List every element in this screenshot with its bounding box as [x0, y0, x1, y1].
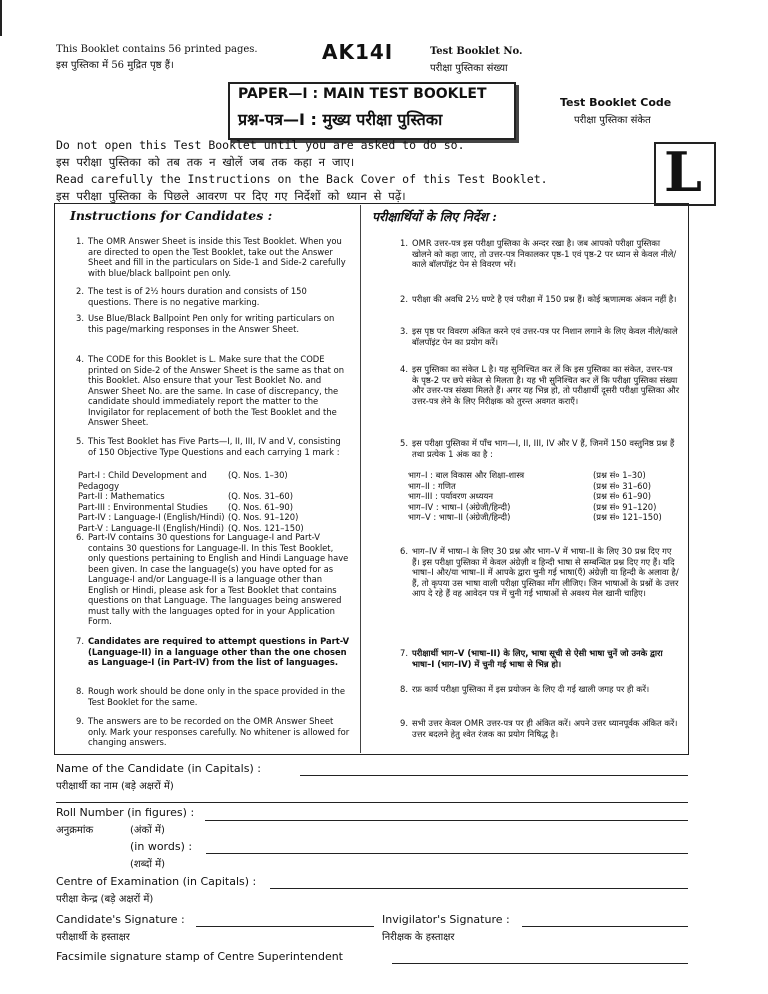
candidate-name-label: Name of the Candidate (in Capitals) : [56, 762, 261, 775]
invigilator-signature-label-hindi: निरीक्षक के हस्ताक्षर [382, 932, 455, 943]
instruction-6-hindi: भाग–IV में भाषा–I के लिए 30 प्रश्न और भाग–V में भाषा–II के लिए 30 प्रश्न दिए गए हैं। इस परीक्षा पुस्तिका में केवल अंग्रेज़ी व हिन्दी भाषा से सम्बन्धित प्रश्न दिए गए हैं। यदि भाषा–I और/या भाषा–II में आपके द्वारा चुनी गई भाषा(एँ) अंग्रेज़ी या हिन्दी के अलावा है/हैं, तो कृपया उस भाषा वाली परीक्षा पुस्तिका माँग लीजिए। जिन भाषाओं के प्रश्नों के उत्तर आप दे रहे हैं वह आवेदन पत्र में चुनी गई भाषाओं से अवश्य मेल खानी चाहिए। [412, 546, 679, 598]
instruction-8: Rough work should be done only in the space provided in the Test Booklet for the same. [88, 686, 345, 707]
part-name: Part-I : Child Development and Pedagogy [78, 470, 207, 491]
item-number: 7. [76, 636, 84, 646]
part-range: (Q. Nos. 91–120) [228, 512, 299, 522]
roll-words-label: (in words) : [130, 840, 193, 853]
part-row [408, 481, 678, 492]
part-range: (प्रश्न सं० 91–120) [593, 501, 657, 512]
part-name: भाग–V : भाषा–II (अंग्रेजी/हिन्दी) [408, 512, 511, 522]
top-instruction-1: Do not open this Test Booklet until you are asked to do so. [56, 138, 465, 152]
roll-words-field[interactable] [206, 853, 688, 854]
part-range: (प्रश्न सं० 61–90) [593, 491, 652, 501]
part-row [78, 502, 358, 513]
item-number: 7. [400, 648, 408, 658]
item-number: 6. [76, 532, 84, 542]
part-name: भाग–III : पर्यावरण अध्ययन [408, 491, 494, 501]
part-range: (Q. Nos. 121–150) [228, 522, 304, 533]
item-number: 2. [400, 294, 408, 304]
part-name: भाग–I : बाल विकास और शिक्षा-शास्त्र [408, 470, 525, 480]
page-count-notice-hindi: इस पुस्तिका में 56 मुद्रित पृष्ठ हैं। [56, 60, 174, 71]
item-number: 8. [400, 684, 408, 694]
instruction-4: The CODE for this Booklet is L. Make sure that the CODE printed on Side-2 of the Answer Sheet is the same as that on this Booklet. Also ensure that your Test Booklet No. and Answer Sheet No. are the same. In case of discrepancy, the candidate should immediately report the matter to the Invigilator for replacement of both the Test Booklet and the Answer Sheet. [88, 354, 345, 427]
column-divider [360, 205, 361, 753]
instruction-7: Candidates are required to attempt questions in Part-V (Language-II) in a language other than the one chosen as Language-I (in Part-IV) from the list of languages. [88, 636, 350, 667]
parts-list [78, 470, 358, 533]
part-name: Part-IV : Language-I (English/Hindi) [78, 512, 225, 522]
part-range: (प्रश्न सं० 31–60) [593, 480, 652, 491]
page-count-notice: This Booklet contains 56 printed pages. [56, 44, 258, 55]
instruction-9: The answers are to be recorded on the OMR Answer Sheet only. Mark your responses carefully. No whitener is allowed for changing answers. [88, 716, 350, 747]
top-instruction-3: Read carefully the Instructions on the Back Cover of this Test Booklet. [56, 172, 548, 186]
roll-number-label-hindi: अनुक्रमांक [56, 825, 94, 836]
paper-title: PAPER—I : MAIN TEST BOOKLET [238, 86, 487, 102]
part-name: Part-III : Environmental Studies [78, 501, 208, 512]
instructions-heading: Instructions for Candidates : [70, 208, 273, 223]
item-number: 4. [76, 354, 84, 364]
centre-field[interactable] [270, 888, 688, 889]
part-range: (Q. Nos. 31–60) [228, 491, 294, 501]
item-number: 2. [76, 286, 84, 296]
instruction-8-hindi: रफ़ कार्य परीक्षा पुस्तिका में इस प्रयोजन के लिए दी गई खाली जगह पर ही करें। [412, 684, 650, 694]
part-row [78, 512, 358, 523]
item-number: 5. [76, 436, 84, 446]
candidate-name-field-line2[interactable] [56, 802, 688, 803]
item-number: 9. [400, 718, 408, 728]
invigilator-signature-label: Invigilator's Signature : [382, 913, 510, 926]
invigilator-signature-field[interactable] [522, 926, 688, 927]
part-name: Part-II : Mathematics [78, 491, 165, 501]
item-number: 1. [400, 238, 408, 248]
part-range: (Q. Nos. 61–90) [228, 501, 294, 512]
item-number: 4. [400, 364, 408, 374]
instruction-3-hindi: इस पृष्ठ पर विवरण अंकित करने एवं उत्तर-पत्र पर निशान लगाने के लिए केवल नीले/काले बॉलपॉइंट पेन का प्रयोग करें। [412, 326, 678, 347]
roll-number-field[interactable] [205, 820, 688, 821]
centre-label-hindi: परीक्षा केन्द्र (बड़े अक्षरों में) [56, 894, 154, 905]
item-number: 5. [400, 438, 408, 448]
part-range: (प्रश्न सं० 1–30) [593, 470, 646, 480]
instruction-5: This Test Booklet has Five Parts—I, II, III, IV and V, consisting of 150 Objective Type Questions and each carrying 1 mark : [88, 436, 341, 457]
part-row [78, 470, 358, 491]
roll-number-figures-hindi: (अंकों में) [130, 825, 165, 836]
part-row [408, 491, 678, 502]
candidate-signature-label-hindi: परीक्षार्थी के हस्ताक्षर [56, 932, 130, 943]
candidate-signature-field[interactable] [196, 926, 374, 927]
test-booklet-no-label-hindi: परीक्षा पुस्तिका संख्या [430, 63, 508, 74]
instructions-heading-hindi: परीक्षार्थियों के लिए निर्देश : [372, 209, 497, 224]
paper-title-hindi: प्रश्न-पत्र—I : मुख्य परीक्षा पुस्तिका [238, 110, 443, 129]
part-row [408, 502, 678, 513]
instruction-2: The test is of 2½ hours duration and consists of 150 questions. There is no negative marking. [88, 286, 307, 307]
candidate-name-field[interactable] [300, 775, 688, 776]
item-number: 3. [76, 313, 84, 323]
roll-words-label-hindi: (शब्दों में) [130, 859, 165, 870]
part-name: भाग–IV : भाषा–I (अंग्रेजी/हिन्दी) [408, 501, 511, 512]
instruction-7-hindi: परीक्षार्थी भाग–V (भाषा–II) के लिए, भाषा सूची से ऐसी भाषा चुनें जो उनके द्वारा भाषा–I (भाग–IV) में चुनी गई भाषा से भिन्न हो। [412, 648, 663, 669]
part-row [78, 491, 358, 502]
candidate-signature-label: Candidate's Signature : [56, 913, 185, 926]
booklet-code-letter: L [664, 140, 702, 204]
instruction-4-hindi: इस पुस्तिका का संकेत L है। यह सुनिश्चित कर लें कि इस पुस्तिका का संकेत, उत्तर-पत्र के पृष्ठ-2 पर छपे संकेत से मिलता है। यह भी सुनिश्चित कर लें कि परीक्षा पुस्तिका संख्या और उत्तर-पत्र संख्या मिलते हैं। अगर यह भिन्न हो, तो परीक्षार्थी दूसरी परीक्षा पुस्तिका और उत्तर-पत्र लेने के लिए निरीक्षक को तुरन्त अवगत कराएँ। [412, 364, 680, 406]
part-row [408, 470, 678, 481]
instruction-3: Use Blue/Black Ballpoint Pen only for writing particulars on this page/marking responses in the Answer Sheet. [88, 313, 335, 334]
instruction-1: The OMR Answer Sheet is inside this Test Booklet. When you are directed to open the Test Booklet, take out the Answer Sheet and fill in the particulars on Side-1 and Side-2 carefully with blue/black ballpoint pen only. [88, 236, 346, 278]
facsimile-label: Facsimile signature stamp of Centre Superintendent [56, 950, 343, 963]
centre-label: Centre of Examination (in Capitals) : [56, 875, 257, 888]
part-range: (प्रश्न सं० 121–150) [593, 512, 662, 522]
item-number: 3. [400, 326, 408, 336]
booklet-code-label-hindi: परीक्षा पुस्तिका संकेत [574, 115, 651, 126]
part-range: (Q. Nos. 1–30) [228, 470, 288, 480]
test-booklet-no-label: Test Booklet No. [430, 46, 523, 57]
booklet-series-code: AK14I [322, 40, 394, 64]
item-number: 6. [400, 546, 408, 556]
instruction-6: Part-IV contains 30 questions for Language-I and Part-V contains 30 questions for Language-II. In this Test Booklet, only questions pertaining to English and Hindi Language have been given. In case the language(s) you have opted for as Language-I and/or Language-II is a language other than English or Hindi, please ask for a Test Booklet that contains questions on that Language. The languages being answered must tally with the languages opted for in your Application Form. [88, 532, 349, 626]
part-name: भाग–II : गणित [408, 480, 456, 491]
instruction-5-hindi: इस परीक्षा पुस्तिका में पाँच भाग—I, II, III, IV और V हैं, जिनमें 150 वस्तुनिष्ठ प्रश्न हैं तथा प्रत्येक 1 अंक का है : [412, 438, 675, 459]
candidate-name-label-hindi: परीक्षार्थी का नाम (बड़े अक्षरों में) [56, 781, 174, 792]
item-number: 1. [76, 236, 84, 246]
item-number: 9. [76, 716, 84, 726]
scan-edge-mark [0, 0, 2, 36]
top-instruction-2: इस परीक्षा पुस्तिका को तब तक न खोलें जब तक कहा न जाए। [56, 155, 355, 169]
instruction-1-hindi: OMR उत्तर-पत्र इस परीक्षा पुस्तिका के अन्दर रखा है। जब आपको परीक्षा पुस्तिका खोलने को कहा जाए, तो उत्तर-पत्र निकालकर पृष्ठ-1 एवं पृष्ठ-2 पर ध्यान से केवल नीले/काले बॉलपॉइंट पेन से विवरण भरें। [412, 238, 677, 269]
top-instruction-4: इस परीक्षा पुस्तिका के पिछले आवरण पर दिए गए निर्देशों को ध्यान से पढ़ें। [56, 189, 406, 203]
instruction-2-hindi: परीक्षा की अवधि 2½ घण्टे है एवं परीक्षा में 150 प्रश्न हैं। कोई ऋणात्मक अंकन नहीं है। [412, 294, 677, 304]
roll-number-label: Roll Number (in figures) : [56, 806, 195, 819]
booklet-code-label: Test Booklet Code [560, 96, 672, 109]
item-number: 8. [76, 686, 84, 696]
parts-list-hindi [408, 470, 678, 523]
instruction-9-hindi: सभी उत्तर केवल OMR उत्तर-पत्र पर ही अंकित करें। अपने उत्तर ध्यानपूर्वक अंकित करें। उत्तर बदलने हेतु श्वेत रंजक का प्रयोग निषिद्ध है। [412, 718, 678, 739]
facsimile-field[interactable] [392, 963, 688, 964]
part-row [408, 512, 678, 523]
part-name: Part-V : Language-II (English/Hindi) [78, 522, 225, 533]
